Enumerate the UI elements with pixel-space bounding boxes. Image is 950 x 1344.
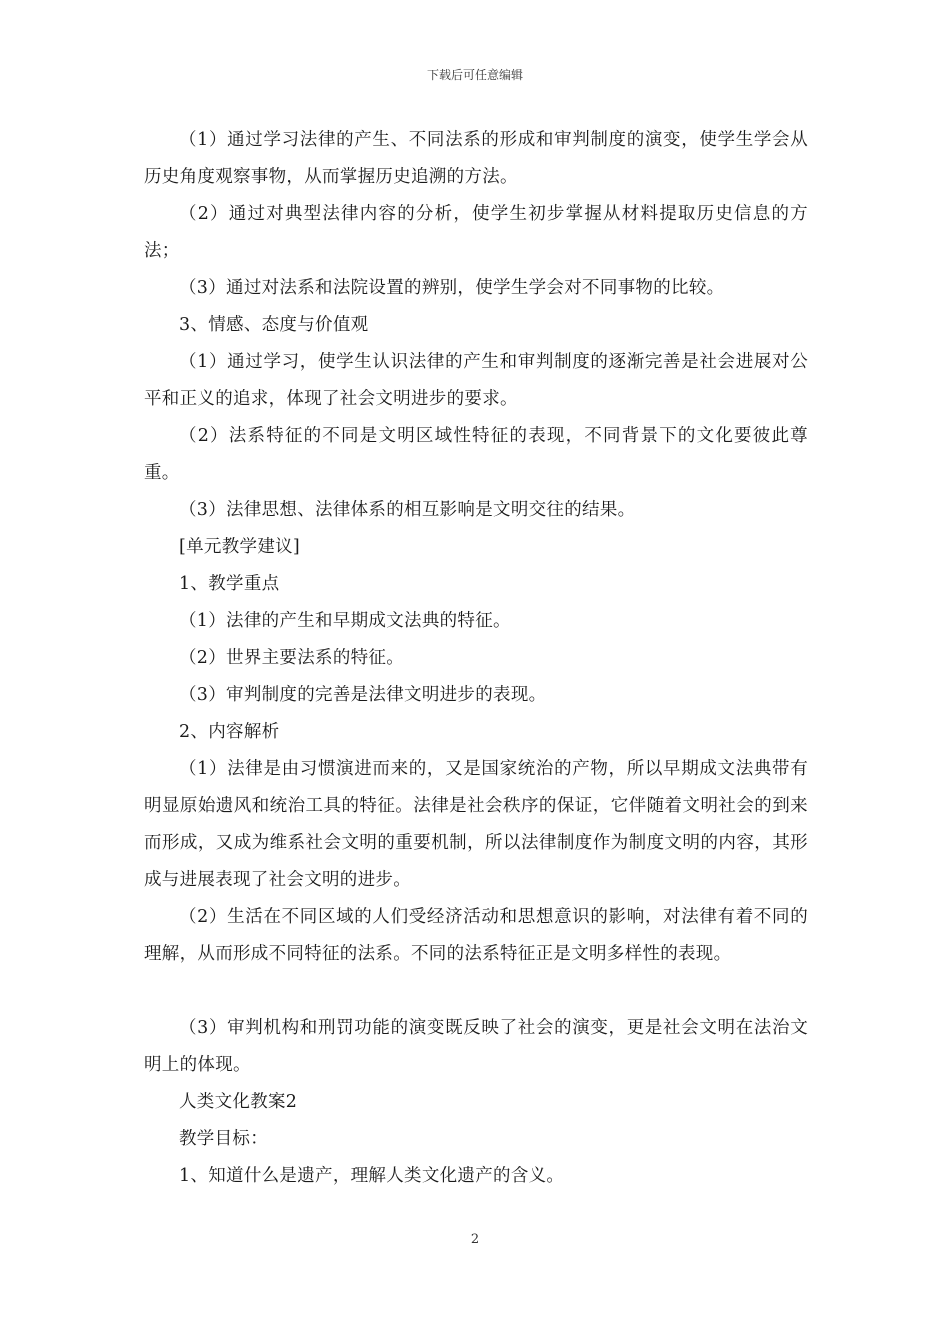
paragraph: （2）世界主要法系的特征。: [179, 648, 405, 668]
paragraph: （3）法律思想、法律体系的相互影响是文明交往的结果。: [179, 500, 636, 520]
document-body: [144, 122, 808, 1195]
paragraph: （3）审判机构和刑罚功能的演变既反映了社会的演变，更是社会文明在法治文明上的体现。: [144, 1018, 808, 1075]
section-heading: 人类文化教案2: [179, 1092, 298, 1112]
section-heading: [单元教学建议]: [179, 537, 301, 557]
paragraph: （3）审判制度的完善是法律文明进步的表现。: [179, 685, 547, 705]
paragraph: （1）法律是由习惯演进而来的，又是国家统治的产物，所以早期成文法典带有明显原始遗风和统治工具的特征。法律是社会秩序的保证，它伴随着文明社会的到来而形成，又成为维系社会文明的重要机制，所以法律制度作为制度文明的内容，其形成与进展表现了社会文明的进步。: [144, 759, 808, 890]
section-heading: 2、内容解析: [179, 722, 280, 742]
section-heading: 3、情感、态度与价值观: [179, 315, 369, 335]
paragraph: （1）通过学习法律的产生、不同法系的形成和审判制度的演变，使学生学会从历史角度观察事物，从而掌握历史追溯的方法。: [144, 130, 808, 187]
page-number: 2: [470, 1232, 480, 1247]
paragraph: （1）法律的产生和早期成文法典的特征。: [179, 611, 511, 631]
paragraph: （2）通过对典型法律内容的分析，使学生初步掌握从材料提取历史信息的方法；: [144, 204, 808, 261]
paragraph: （2）生活在不同区域的人们受经济活动和思想意识的影响，对法律有着不同的理解，从而形成不同特征的法系。不同的法系特征正是文明多样性的表现。: [144, 907, 808, 964]
paragraph: （3）通过对法系和法院设置的辨别，使学生学会对不同事物的比较。: [179, 278, 725, 298]
paragraph: （1）通过学习，使学生认识法律的产生和审判制度的逐渐完善是社会进展对公平和正义的追求，体现了社会文明进步的要求。: [144, 352, 808, 409]
paragraph: （2）法系特征的不同是文明区域性特征的表现，不同背景下的文化要彼此尊重。: [144, 426, 808, 483]
section-heading: 1、教学重点: [179, 574, 280, 594]
section-heading: 教学目标：: [179, 1129, 268, 1149]
blank-line: [144, 973, 808, 1010]
paragraph: 1、知道什么是遗产，理解人类文化遗产的含义。: [179, 1166, 565, 1186]
page-header: 下载后可任意编辑: [426, 68, 523, 82]
